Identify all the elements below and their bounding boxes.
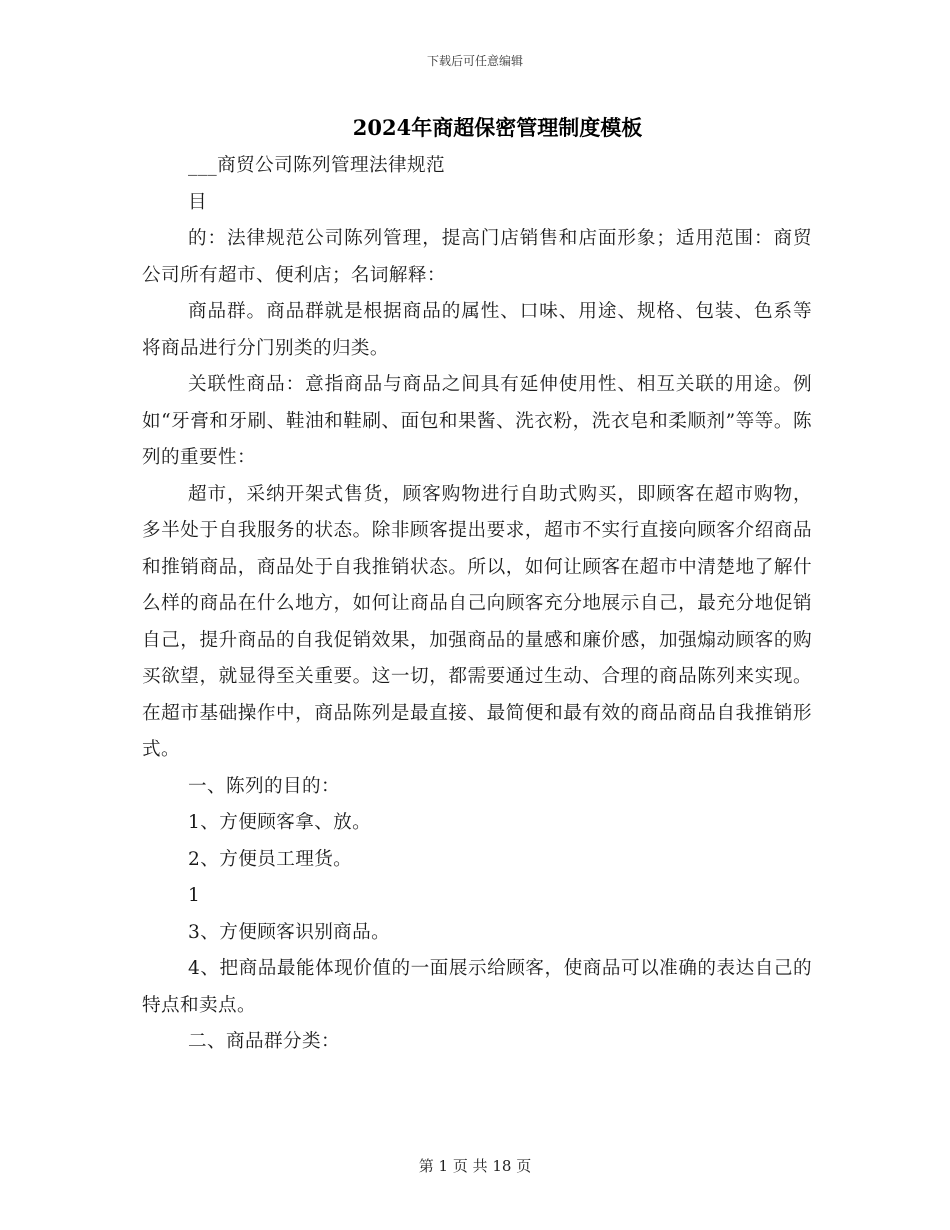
- page-number: 第 1 页 共 18 页: [418, 1157, 532, 1175]
- paragraph-supermarket: 超市，采纳开架式售货，顾客购物进行自助式购买，即顾客在超市购物，多半处于自我服务的状态。除非顾客提出要求，超市不实行直接向顾客介绍商品和推销商品，商品处于自我推销状态。所以，如何让顾客在超市中清楚地了解什么样的商品在什么地方，如何让商品自己向顾客充分地展示自己，最充分地促销自己，提升商品的自我促销效果，加强商品的量感和廉价感，加强煽动顾客的购买欲望，就显得至关重要。这一切，都需要通过生动、合理的商品陈列来实现。在超市基础操作中，商品陈列是最直接、最简便和最有效的商品商品自我推销形式。: [142, 483, 812, 760]
- document-title: 2024年商超保密管理制度模板: [352, 115, 643, 140]
- document-body: [142, 148, 812, 1061]
- paragraph-item-2: 2、方便员工理货。: [188, 848, 353, 870]
- paragraph-stray-number: 1: [188, 885, 201, 906]
- paragraph-item-3: 3、方便顾客识别商品。: [188, 921, 391, 943]
- paragraph-company-regulation: ___商贸公司陈列管理法律规范: [188, 155, 446, 176]
- paragraph-item-1: 1、方便顾客拿、放。: [188, 812, 372, 833]
- paragraph-item-4: 4、把商品最能体现价值的一面展示给顾客，使商品可以准确的表达自己的特点和卖点。: [142, 958, 812, 1016]
- header-note: 下载后可任意编辑: [426, 54, 523, 68]
- paragraph-product-group: 商品群。商品群就是根据商品的属性、口味、用途、规格、包装、色系等将商品进行分门别类的归类。: [142, 301, 812, 359]
- paragraph-related-products: 关联性商品：意指商品与商品之间具有延伸使用性、相互关联的用途。例如“牙膏和牙刷、鞋油和鞋刷、面包和果酱、洗衣粉，洗衣皂和柔顺剂”等等。陈列的重要性：: [142, 374, 812, 468]
- paragraph-section-two: 二、商品群分类：: [188, 1031, 340, 1052]
- paragraph-purpose: 的：法律规范公司陈列管理，提高门店销售和店面形象；适用范围：商贸公司所有超市、便利店；名词解释：: [142, 228, 812, 286]
- paragraph-purpose-heading: 目: [188, 191, 207, 213]
- paragraph-section-one: 一、陈列的目的：: [188, 775, 340, 797]
